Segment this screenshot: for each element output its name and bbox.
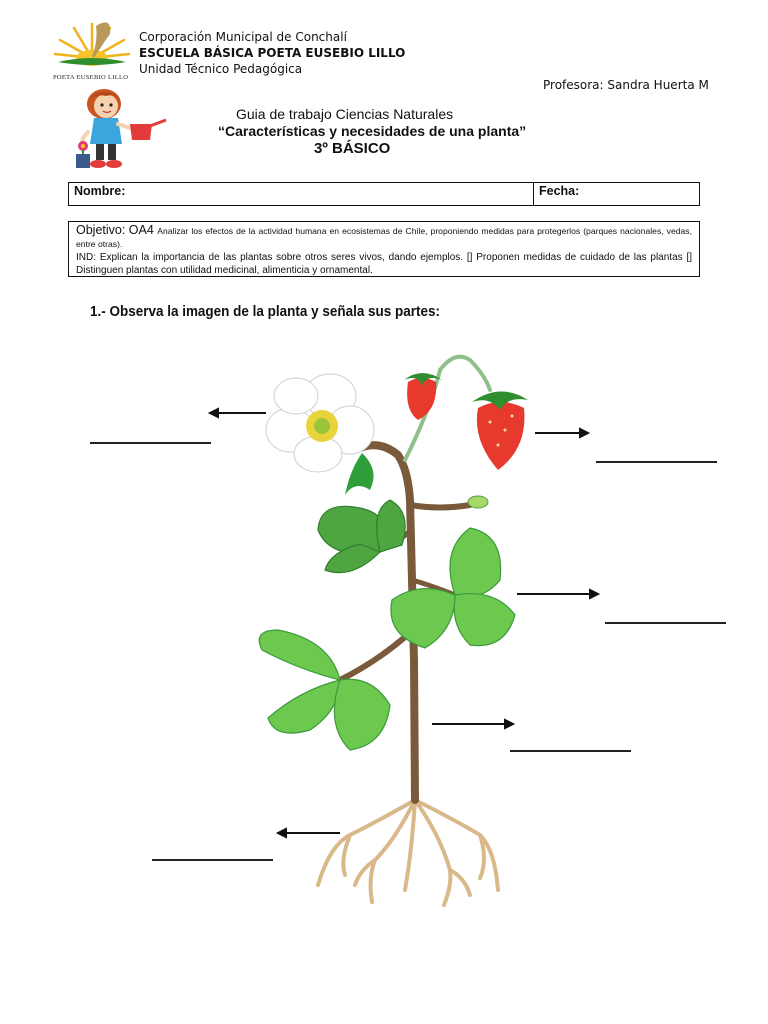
objective-text: Analizar los efectos de la actividad humana en ecosistemas de Chile, proponiendo medidas para protegerlos (parques nacionales, vedas, entre otras). xyxy=(76,226,692,249)
corporation-name: Corporación Municipal de Conchalí xyxy=(139,30,347,44)
name-label: Nombre: xyxy=(74,184,126,198)
roots xyxy=(318,800,498,905)
answer-line-fruit[interactable] xyxy=(596,461,717,463)
objective-code: OA4 xyxy=(128,223,154,237)
objective-box xyxy=(68,221,700,277)
indicators-text: IND: Explican la importancia de las plantas sobre otros seres vivos, dando ejemplos. [] Proponen medidas de cuidado de las plantas [] Distinguen plantas con utilidad medicinal, alimenticia y ornamental. xyxy=(76,252,692,276)
leaf-upper-left xyxy=(318,500,405,573)
grade-title: 3º BÁSICO xyxy=(314,140,391,157)
date-field[interactable] xyxy=(534,183,584,205)
unit-name: Unidad Técnico Pedagógica xyxy=(139,62,303,76)
answer-line-leaf[interactable] xyxy=(605,622,726,624)
strawberry-plant-diagram xyxy=(0,330,768,920)
answer-line-stem[interactable] xyxy=(510,750,631,752)
school-logo xyxy=(52,18,132,81)
girl-watering-illustration xyxy=(70,84,174,176)
guide-title: Guia de trabajo Ciencias Naturales xyxy=(236,106,454,122)
date-label: Fecha: xyxy=(539,184,580,198)
leaf-lower-left xyxy=(259,630,390,750)
flower-bud xyxy=(468,496,488,508)
question-1: 1.- Observa la imagen de la planta y señala sus partes: xyxy=(90,304,441,320)
fruit-large xyxy=(472,391,528,470)
logo-caption: POETA EUSEBIO LILLO xyxy=(53,74,129,81)
name-date-box xyxy=(68,182,700,206)
objective-label: Objetivo: xyxy=(76,223,126,237)
guide-subtitle: “Características y necesidades de una planta” xyxy=(218,123,527,139)
teacher-name: Profesora: Sandra Huerta M xyxy=(543,78,709,92)
flower xyxy=(266,374,374,495)
answer-line-flower[interactable] xyxy=(90,442,211,444)
school-name: ESCUELA BÁSICA POETA EUSEBIO LILLO xyxy=(139,46,406,60)
answer-line-root[interactable] xyxy=(152,859,273,861)
name-field[interactable] xyxy=(69,183,130,205)
